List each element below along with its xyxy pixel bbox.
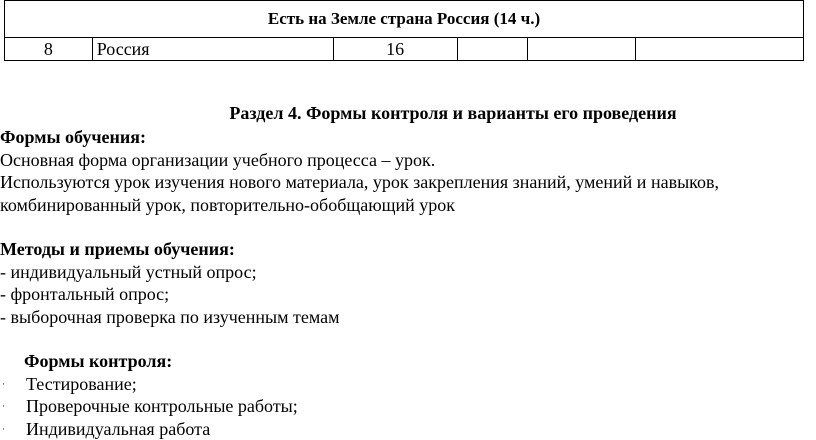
control-forms-item — [0, 395, 812, 418]
table-row — [5, 38, 804, 61]
bullet-icon: · — [2, 373, 5, 395]
forms-of-learning-line-2: Используются урок изучения нового материала, урок закрепления знаний, умений и навыков, комбинированный урок, повторительно-обобщающий урок — [0, 171, 812, 216]
lesson-plan-table — [4, 0, 804, 61]
forms-of-learning-line-1: Основная форма организации учебного процесса – урок. — [0, 149, 812, 172]
control-forms-item-text: Тестирование; — [26, 374, 137, 394]
control-forms-item — [0, 373, 812, 396]
section-title: Раздел 4. Формы контроля и варианты его проведения — [0, 102, 816, 124]
control-forms-item — [0, 418, 812, 440]
table-title-row — [5, 1, 804, 38]
methods-item: - фронтальный опрос; — [0, 283, 812, 306]
row-empty-cell-3 — [636, 38, 804, 61]
control-forms-item-text: Индивидуальная работа — [26, 419, 210, 439]
bullet-icon: · — [2, 418, 5, 440]
row-topic-cell: Россия — [92, 38, 333, 61]
document-body — [0, 126, 812, 440]
spacer — [0, 328, 812, 350]
row-empty-cell-1 — [457, 38, 528, 61]
row-empty-cell-2 — [528, 38, 636, 61]
control-forms-heading: Формы контроля: — [0, 350, 812, 373]
table-title-cell: Есть на Земле страна Россия (14 ч.) — [5, 1, 804, 38]
row-number-cell: 8 — [5, 38, 93, 61]
methods-heading: Методы и приемы обучения: — [0, 238, 812, 261]
control-forms-item-text: Проверочные контрольные работы; — [26, 396, 298, 416]
row-hours-cell: 16 — [333, 38, 457, 61]
methods-item: - выборочная проверка по изученным темам — [0, 306, 812, 329]
methods-item: - индивидуальный устный опрос; — [0, 261, 812, 284]
bullet-icon: · — [2, 395, 5, 417]
forms-of-learning-heading: Формы обучения: — [0, 126, 812, 149]
spacer — [0, 216, 812, 238]
